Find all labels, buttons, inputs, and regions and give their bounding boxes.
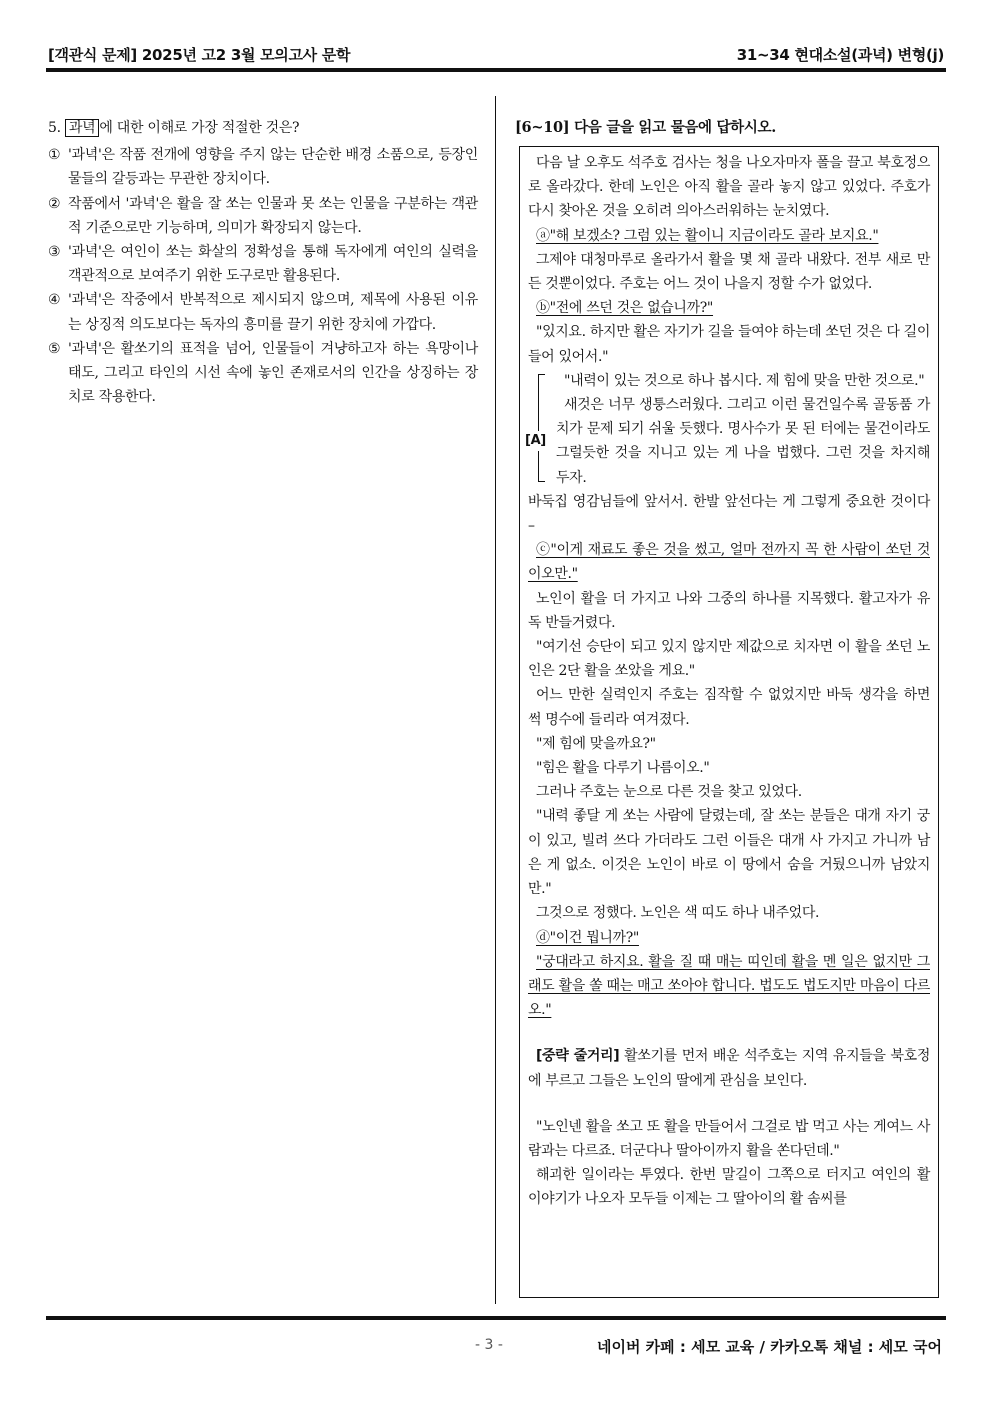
passage-paragraph: 그것으로 정했다. 노인은 색 띠도 하나 내주었다. [536, 905, 820, 922]
header-section: 31~34 현대소설(과녁) 변형(j) [736, 46, 944, 64]
bracket-a-section [525, 369, 930, 490]
top-rule [46, 68, 946, 72]
passage-paragraph: "여기선 승단이 되고 있지 않지만 제값으로 치자면 이 활을 쏘던 노인은 2단 활을 쏘았을 게요." [528, 639, 930, 680]
bracket-line [538, 374, 545, 482]
dialogue-d: ⓓ"이건 뭡니까?" [536, 929, 639, 946]
passage-paragraph: "내력 좋달 게 쏘는 사람에 달렸는데, 잘 쏘는 분들은 대개 자기 궁이 있고, 빌려 쓰다 가더라도 그런 이들은 대개 사 가지고 가니까 남은 게 없소. 이것은 노인이 바로 이 땅에서 숨을 거뒀으니까 남았지만." [528, 808, 930, 898]
passage-paragraph: 그러나 주호는 눈으로 다른 것을 찾고 있었다. [536, 784, 802, 801]
question-stem-text: 에 대한 이해로 가장 적절한 것은? [99, 120, 300, 136]
spacer [528, 1022, 930, 1044]
bracket-a-label: [A] [525, 431, 546, 451]
passage-paragraph: "노인넨 활을 쏘고 또 활을 만들어서 그걸로 밥 먹고 사는 게여느 사람과는 다르죠. 더군다나 딸아이까지 활을 쏜다던데." [528, 1118, 930, 1159]
passage-paragraph: "있지요. 하지만 활은 자기가 길을 들여야 하는데 쏘던 것은 다 길이 들어 있어서." [528, 324, 930, 365]
passage-paragraph: 해괴한 일이라는 투였다. 한번 말길이 그쪽으로 터지고 여인의 활 이야기가 나오자 모두들 이제는 그 딸아이의 활 솜씨를 [528, 1167, 930, 1208]
passage-paragraph: 그제야 대청마루로 올라가서 활을 몇 채 골라 내왔다. 전부 새로 만든 것뿐이었다. 주호는 어느 것이 나을지 정할 수가 없었다. [528, 251, 930, 293]
dialogue-a: ⓐ"해 보겠소? 그럼 있는 활이니 지금이라도 골라 보지요." [536, 227, 879, 244]
passage-paragraph: 다음 날 오후도 석주호 검사는 청을 나오자마자 폴을 끌고 북호정으로 올라갔다. 한데 노인은 아직 활을 골라 놓지 않고 있었다. 주호가 다시 찾아온 것을 오히려 의아스러워하는 눈치였다. [528, 155, 930, 220]
dialogue-c: ⓒ"이게 재료도 좋은 것을 썼고, 얼마 전까지 꼭 한 사람이 쏘던 것이오만." [528, 542, 930, 583]
footer-text: 네이버 카페 : 세모 교육 / 카카오톡 채널 : 세모 국어 [596, 1338, 942, 1356]
summary-paragraph [528, 1044, 930, 1092]
dialogue-b: ⓑ"전에 쓰던 것은 없습니까?" [536, 300, 714, 317]
question-number: 5. [48, 120, 61, 136]
page-number: - 3 - [475, 1337, 503, 1353]
question-block [48, 116, 478, 409]
bracket-a-text: 새것은 너무 생퉁스러웠다. 그리고 이런 물건일수록 골동품 가치가 문제 되기 쉬울 듯했다. 명사수가 못 된 터에는 물건이라도 그럴듯한 것을 지니고 있는 게 나을 법했다. 그런 것을 차지해 두자. [556, 397, 930, 486]
passage-paragraph: "제 힘에 맞을까요?" [536, 735, 656, 752]
passage-paragraph: "힘은 활을 다루기 나름이오." [536, 760, 710, 777]
choice-3[interactable]: ③ '과녁'은 여인이 쏘는 화살의 정확성을 통해 독자에게 여인의 실력을 객관적으로 보여주기 위한 도구로만 활용된다. [48, 244, 478, 285]
passage-paragraph: 바둑집 영감님들에 앞서서. 한발 앞선다는 게 그렇게 중요한 것이다 – [528, 493, 930, 535]
bottom-rule [46, 1316, 946, 1320]
choice-2[interactable]: ② 작품에서 '과녁'은 활을 잘 쏘는 인물과 못 쏘는 인물을 구분하는 객관적 기준으로만 기능하며, 의미가 확장되지 않는다. [48, 195, 478, 236]
question-stem [48, 116, 478, 140]
header-title: [객관식 문제] 2025년 고2 3월 모의고사 문학 [48, 46, 351, 64]
bracket-a-dialogue: "내력이 있는 것으로 하나 봅시다. 제 힘에 맞을 만한 것으로." [564, 372, 925, 389]
column-divider [495, 96, 496, 1304]
summary-label: [중략 줄거리] [536, 1048, 620, 1065]
passage-paragraph: 어느 만한 실력인지 주호는 짐작할 수 없었지만 바둑 생각을 하면 썩 명수에 들리라 여겨졌다. [528, 687, 930, 728]
choice-5[interactable]: ⑤ '과녁'은 활쏘기의 표적을 넘어, 인물들이 겨냥하고자 하는 욕망이나 태도, 그리고 타인의 시선 속에 놓인 존재로서의 인간을 상징하는 장치로 작용한다. [48, 340, 478, 406]
spacer [528, 1093, 930, 1115]
question-keyword: 과녁 [65, 119, 99, 137]
passage-paragraph: 노인이 활을 더 가지고 나와 그중의 하나를 지목했다. 활고자가 유독 반들거렸다. [528, 590, 930, 631]
summary-text: 활쏘기를 먼저 배운 석주호는 지역 유지들을 북호정에 부르고 그들은 노인의 딸에게 관심을 보인다. [528, 1048, 930, 1089]
passage-underlined-paragraph: "궁대라고 하지요. 활을 질 때 매는 띠인데 활을 멘 일은 없지만 그래도 활을 쏠 때는 매고 쏘아야 합니다. 법도도 법도지만 마음이 다르오." [528, 953, 930, 1019]
passage-heading: [6~10] 다음 글을 읽고 물음에 답하시오. [515, 119, 777, 136]
choice-1[interactable]: ① '과녁'은 작품 전개에 영향을 주지 않는 단순한 배경 소품으로, 등장인물들의 갈등과는 무관한 장치이다. [48, 147, 478, 188]
passage-box [519, 146, 939, 1298]
choice-4[interactable]: ④ '과녁'은 작중에서 반복적으로 제시되지 않으며, 제목에 사용된 이유는 상징적 의도보다는 독자의 흥미를 끌기 위한 장치에 가깝다. [48, 292, 478, 333]
